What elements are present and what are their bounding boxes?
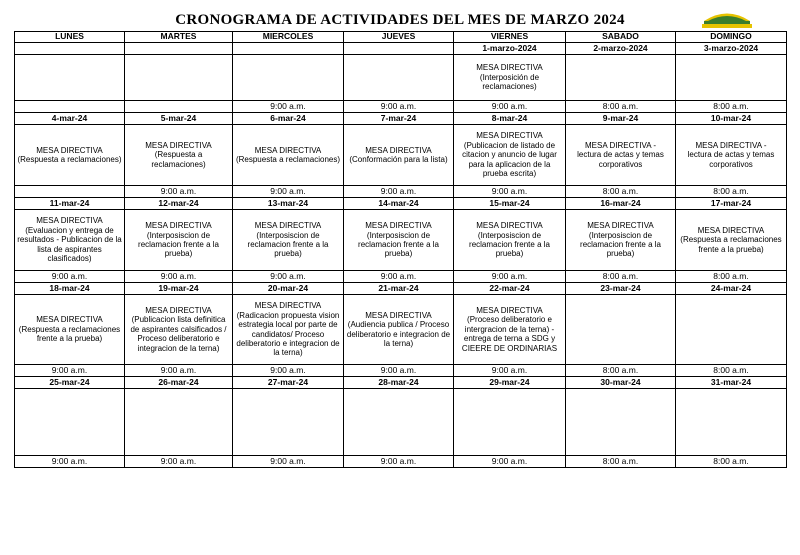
activity-cell	[676, 55, 787, 101]
activity-detail: (Respuesta a reclamaciones frente a la prueba)	[18, 324, 121, 344]
time-cell: 8:00 a.m.	[566, 456, 676, 468]
activity-cell	[125, 389, 233, 456]
activity-detail: (Respuesta a reclamaciones)	[235, 155, 341, 164]
activity-cell	[454, 125, 566, 186]
time-cell: 8:00 a.m.	[566, 365, 676, 377]
date-cell: 1-marzo-2024	[454, 43, 566, 55]
weekday-header: VIERNES	[454, 32, 566, 43]
activity-title: MESA DIRECTIVA	[365, 310, 432, 320]
time-cell: 9:00 a.m.	[233, 101, 344, 113]
date-cell: 19-mar-24	[125, 283, 233, 295]
activity-cell	[233, 125, 344, 186]
activity-cell	[676, 210, 787, 271]
date-cell: 7-mar-24	[344, 113, 454, 125]
activity-cell	[344, 55, 454, 101]
date-cell: 9-mar-24	[566, 113, 676, 125]
time-cell: 9:00 a.m.	[454, 101, 566, 113]
activity-cell	[344, 295, 454, 365]
date-cell: 28-mar-24	[344, 377, 454, 389]
activity-cell	[566, 125, 676, 186]
date-cell: 22-mar-24	[454, 283, 566, 295]
activity-row	[15, 210, 787, 271]
date-cell: 6-mar-24	[233, 113, 344, 125]
activity-cell	[566, 295, 676, 365]
activity-title: MESA DIRECTIVA	[145, 221, 212, 231]
activity-detail: (Proceso deliberatorio e intergracion de la terna) - entrega de terna a SDG y CIEERE DE ORDINARIAS	[461, 315, 558, 353]
weekday-header-row	[15, 32, 787, 43]
activity-title: MESA DIRECTIVA	[145, 305, 212, 315]
activity-detail: (Interposiscion de reclamacion frente a la prueba)	[138, 230, 219, 259]
date-cell: 20-mar-24	[233, 283, 344, 295]
time-row	[15, 456, 787, 468]
date-row	[15, 283, 787, 295]
time-cell: 9:00 a.m.	[233, 271, 344, 283]
activity-title: MESA DIRECTIVA -	[695, 140, 767, 150]
activity-cell	[233, 55, 344, 101]
activity-detail: (Interposición de reclamaciones)	[479, 72, 540, 92]
activity-detail: (Publicacion de listado de citacion y anuncio de lugar para la aplicacion de la prueba escrita)	[462, 140, 557, 179]
activity-cell	[566, 55, 676, 101]
time-row	[15, 101, 787, 113]
date-cell	[344, 43, 454, 55]
page-title: CRONOGRAMA DE ACTIVIDADES DEL MES DE MARZO 2024	[175, 12, 625, 28]
activity-detail: lectura de actas y temas corporativos	[577, 150, 664, 169]
time-cell: 9:00 a.m.	[344, 186, 454, 198]
date-cell: 17-mar-24	[676, 198, 787, 210]
activity-detail: (Respuesta a reclamaciones)	[151, 150, 206, 169]
date-cell: 10-mar-24	[676, 113, 787, 125]
weekday-header: LUNES	[15, 32, 125, 43]
activity-cell	[676, 389, 787, 456]
activity-detail: (Conformación para la lista)	[349, 155, 448, 164]
time-cell: 9:00 a.m.	[233, 186, 344, 198]
date-row	[15, 377, 787, 389]
activity-title: MESA DIRECTIVA	[697, 225, 765, 235]
activity-detail: (Respuesta a reclamaciones)	[17, 155, 122, 164]
date-cell: 21-mar-24	[344, 283, 454, 295]
schedule-table	[14, 31, 787, 468]
date-cell: 13-mar-24	[233, 198, 344, 210]
activity-row	[15, 55, 787, 101]
date-cell: 25-mar-24	[15, 377, 125, 389]
date-cell: 14-mar-24	[344, 198, 454, 210]
activity-detail: (Publicacion lista definitica de aspirantes calsificados / Proceso deliberatorio e integracion de la terna)	[130, 315, 227, 353]
date-cell: 16-mar-24	[566, 198, 676, 210]
activity-cell	[15, 55, 125, 101]
activity-title: MESA DIRECTIVA	[476, 63, 543, 73]
weekday-header: DOMINGO	[676, 32, 787, 43]
time-cell: 8:00 a.m.	[566, 186, 676, 198]
date-cell: 12-mar-24	[125, 198, 233, 210]
activity-cell	[15, 125, 125, 186]
date-row	[15, 43, 787, 55]
time-cell: 9:00 a.m.	[233, 365, 344, 377]
activity-detail: (Respuesta a reclamaciones frente a la prueba)	[680, 235, 782, 254]
date-cell: 31-mar-24	[676, 377, 787, 389]
date-cell: 8-mar-24	[454, 113, 566, 125]
activity-title: MESA DIRECTIVA	[36, 216, 103, 226]
activity-title: MESA DIRECTIVA	[145, 140, 212, 150]
time-cell: 9:00 a.m.	[125, 365, 233, 377]
activity-detail: (Interposiscion de reclamacion frente a la prueba)	[358, 230, 439, 259]
date-cell: 5-mar-24	[125, 113, 233, 125]
time-cell	[125, 101, 233, 113]
activity-cell	[125, 125, 233, 186]
time-cell: 8:00 a.m.	[676, 456, 787, 468]
activity-title: MESA DIRECTIVA	[365, 221, 432, 231]
date-cell: 2-marzo-2024	[566, 43, 676, 55]
time-cell: 9:00 a.m.	[454, 365, 566, 377]
activity-row	[15, 295, 787, 365]
activity-cell	[15, 210, 125, 271]
activity-title: MESA DIRECTIVA	[476, 305, 543, 315]
date-cell: 30-mar-24	[566, 377, 676, 389]
activity-cell	[233, 389, 344, 456]
time-cell: 8:00 a.m.	[566, 271, 676, 283]
activity-cell	[125, 55, 233, 101]
activity-detail: (Interposiscion de reclamacion frente a la prueba)	[580, 230, 661, 259]
weekday-header: MIERCOLES	[233, 32, 344, 43]
institution-logo	[700, 8, 754, 28]
activity-title: MESA DIRECTIVA -	[585, 140, 656, 150]
activity-title: MESA DIRECTIVA	[254, 221, 322, 231]
activity-title: MESA DIRECTIVA	[36, 315, 103, 325]
activity-cell	[454, 295, 566, 365]
activity-detail: (Interposiscion de reclamacion frente a la prueba)	[247, 230, 329, 259]
time-cell: 9:00 a.m.	[344, 271, 454, 283]
time-cell: 9:00 a.m.	[344, 456, 454, 468]
activity-cell	[676, 295, 787, 365]
activity-detail: (Interposiscion de reclamacion frente a la prueba)	[469, 230, 550, 259]
time-cell: 8:00 a.m.	[676, 365, 787, 377]
activity-title: MESA DIRECTIVA	[476, 131, 543, 141]
date-cell: 29-mar-24	[454, 377, 566, 389]
activity-cell	[233, 295, 344, 365]
time-row	[15, 271, 787, 283]
activity-cell	[15, 295, 125, 365]
time-cell: 9:00 a.m.	[454, 271, 566, 283]
activity-title: MESA DIRECTIVA	[476, 221, 543, 231]
weekday-header: JUEVES	[344, 32, 454, 43]
date-cell: 24-mar-24	[676, 283, 787, 295]
activity-cell	[566, 210, 676, 271]
activity-title: MESA DIRECTIVA	[36, 145, 103, 155]
activity-detail: (Audiencia publica / Proceso deliberatorio e integracion de la terna)	[346, 320, 451, 348]
time-cell: 8:00 a.m.	[676, 186, 787, 198]
date-cell	[15, 43, 125, 55]
activity-cell	[454, 210, 566, 271]
activity-cell	[15, 389, 125, 456]
activity-detail: (Radicacion propuesta vision estrategia local por parte de candidatos/ Proceso deliberatorio e integracion de la terna)	[236, 310, 340, 358]
date-row	[15, 198, 787, 210]
activity-row	[15, 125, 787, 186]
time-cell: 9:00 a.m.	[454, 456, 566, 468]
weekday-header: SABADO	[566, 32, 676, 43]
activity-cell	[454, 389, 566, 456]
activity-cell	[125, 295, 233, 365]
time-row	[15, 186, 787, 198]
time-cell: 9:00 a.m.	[15, 456, 125, 468]
activity-cell	[676, 125, 787, 186]
time-cell: 9:00 a.m.	[344, 365, 454, 377]
time-cell	[15, 186, 125, 198]
date-cell: 23-mar-24	[566, 283, 676, 295]
activity-title: MESA DIRECTIVA	[254, 301, 322, 311]
time-cell: 9:00 a.m.	[125, 271, 233, 283]
activity-row	[15, 389, 787, 456]
date-cell: 27-mar-24	[233, 377, 344, 389]
activity-detail: lectura de actas y temas corporativos	[687, 150, 775, 169]
time-row	[15, 365, 787, 377]
time-cell: 8:00 a.m.	[566, 101, 676, 113]
time-cell: 9:00 a.m.	[15, 365, 125, 377]
date-cell: 11-mar-24	[15, 198, 125, 210]
date-cell	[233, 43, 344, 55]
weekday-header: MARTES	[125, 32, 233, 43]
activity-cell	[344, 210, 454, 271]
date-cell: 15-mar-24	[454, 198, 566, 210]
activity-cell	[344, 125, 454, 186]
date-cell: 3-marzo-2024	[676, 43, 787, 55]
date-row	[15, 113, 787, 125]
activity-title: MESA DIRECTIVA	[587, 221, 654, 231]
activity-title: MESA DIRECTIVA	[254, 145, 322, 155]
activity-cell	[233, 210, 344, 271]
time-cell: 9:00 a.m.	[233, 456, 344, 468]
activity-cell	[454, 55, 566, 101]
date-cell: 4-mar-24	[15, 113, 125, 125]
time-cell: 8:00 a.m.	[676, 271, 787, 283]
activity-cell	[344, 389, 454, 456]
activity-detail: (Evaluacion y entrega de resultados - Publicacion de la lista de aspirantes clasificados)	[17, 225, 122, 264]
time-cell: 9:00 a.m.	[125, 186, 233, 198]
time-cell: 8:00 a.m.	[676, 101, 787, 113]
activity-cell	[566, 389, 676, 456]
time-cell: 9:00 a.m.	[344, 101, 454, 113]
date-cell	[125, 43, 233, 55]
time-cell: 9:00 a.m.	[454, 186, 566, 198]
time-cell: 9:00 a.m.	[125, 456, 233, 468]
date-cell: 26-mar-24	[125, 377, 233, 389]
time-cell: 9:00 a.m.	[15, 271, 125, 283]
activity-title: MESA DIRECTIVA	[365, 145, 432, 155]
time-cell	[15, 101, 125, 113]
date-cell: 18-mar-24	[15, 283, 125, 295]
activity-cell	[125, 210, 233, 271]
